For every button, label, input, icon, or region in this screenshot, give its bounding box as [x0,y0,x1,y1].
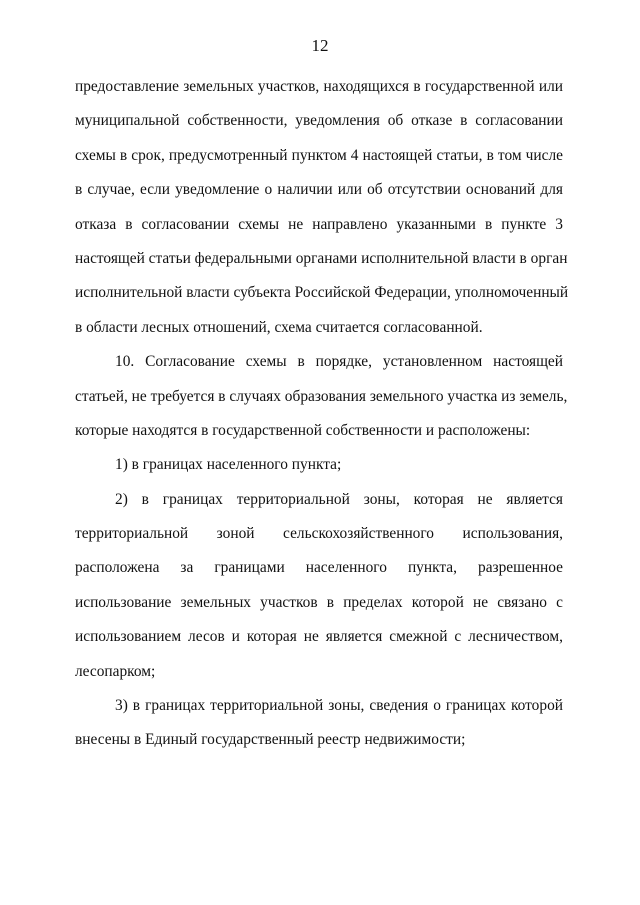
paragraph-item-10 [75,345,568,448]
text-line: 3) в границах территориальной зоны, сведения о границах которой [115,697,563,715]
text-line: 2) в границах территориальной зоны, которая не является [115,490,563,508]
paragraph-subitem-1 [75,448,563,482]
text-line: использование земельных участков в пределах которой не связано с [75,593,563,611]
text-line: в области лесных отношений, схема считается согласованной. [75,318,483,336]
text-line: предоставление земельных участков, находящихся в государственной или [75,78,563,95]
paragraph-continuation [75,70,569,345]
text-line: внесены в Единый государственный реестр недвижимости; [75,731,466,749]
text-line: использованием лесов и которая не является смежной с лесничеством, [75,628,563,646]
text-line: исполнительной власти субъекта Российской Федерации, уполномоченный [75,284,569,302]
text-line: в случае, если уведомление о наличии или об отсутствии оснований для [75,181,563,199]
text-line: отказа в согласовании схемы не направлено указанными в пункте 3 [75,215,563,233]
text-line: территориальной зоной сельскохозяйственного использования, [75,525,563,543]
text-line: 10. Согласование схемы в порядке, установленном настоящей [115,353,563,371]
page-number: 12 [311,36,329,55]
text-line: расположена за границами населенного пункта, разрешенное [75,559,563,577]
text-line: 1) в границах населенного пункта; [115,456,342,474]
text-line: схемы в срок, предусмотренный пунктом 4 настоящей статьи, в том числе [75,146,563,164]
text-line: муниципальной собственности, уведомления об отказе в согласовании [75,112,563,130]
document-body [75,70,569,758]
paragraph-subitem-2 [75,483,563,689]
text-line: статьей, не требуется в случаях образования земельного участка из земель, [75,387,568,405]
paragraph-subitem-3 [75,689,563,758]
text-line: лесопарком; [75,662,156,680]
text-line: которые находятся в государственной собственности и расположены: [75,421,531,439]
text-line: настоящей статьи федеральными органами исполнительной власти в орган [75,249,568,267]
